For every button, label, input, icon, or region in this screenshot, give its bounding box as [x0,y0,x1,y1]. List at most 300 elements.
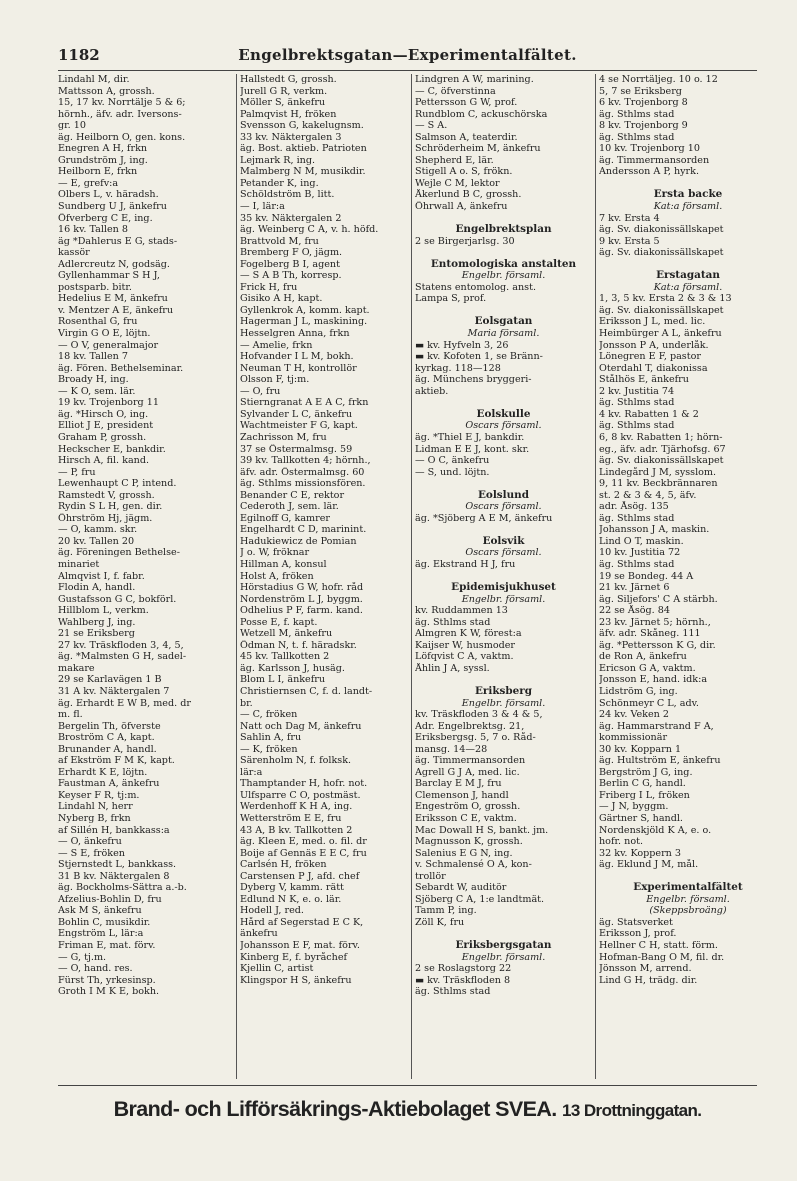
directory-entry: Holst A, fröken [240,570,314,582]
directory-entry: Keyser F R, tj:m. [58,789,140,801]
directory-entry: Lindahl N, herr [58,801,133,813]
directory-entry: äg. *Malmsten G H, sadel- [58,651,187,663]
directory-entry: äg. Sthlms stad [415,616,491,628]
directory-entry: äg. Karlsson J, husäg. [240,662,345,674]
parish-label: Kat:a församl. [653,201,723,213]
directory-entry: Blom L I, änkefru [240,674,326,686]
directory-entry: Lindgren A W, marining. [415,74,534,85]
directory-entry: Frick H, fru [240,281,298,293]
directory-entry: Schröderheim M, änkefru [415,143,541,155]
directory-entry: Engelhardt C D, marinint. [240,524,367,536]
directory-entry: Ulfsparre C O, postmäst. [240,789,361,801]
spacer [415,213,592,225]
directory-entry: Edlund N K, e. o. lär. [240,893,342,905]
street-heading: Eolskulle [476,408,531,420]
directory-entry: Lind O T, maskin. [599,535,684,547]
directory-entry: — O, änkefru [58,836,122,848]
directory-entry: Hillman A, konsul [240,558,327,570]
parish-label: Engelbr. församl. [461,593,546,605]
directory-entry: br. [240,697,253,709]
directory-entry: Gustafsson G C, bokförl. [58,593,177,605]
directory-entry: — C, öfverstinna [415,85,496,97]
directory-entry: Heilborn E, frkn [58,166,138,178]
directory-entry: äg. Timmermansorden [415,755,526,767]
column-4 [595,74,780,1079]
directory-entry: Jönsson M, arrend. [599,963,692,975]
street-heading: Eriksberg [474,685,532,697]
directory-entry: Stjernstedt L, bankkass. [58,859,177,871]
directory-entry: Hallstedt G, grossh. [240,74,337,85]
directory-entry: trollör [415,870,446,882]
directory-entry: Virgin G O E, löjtn. [58,328,151,340]
spacer [415,928,592,940]
directory-entry: äg. Münchens bryggeri- [415,374,532,386]
directory-entry: Salmson A, teaterdir. [415,131,518,143]
directory-entry: Olsson F, tj:m. [240,374,310,386]
directory-entry: Flodin A, handl. [58,582,136,594]
directory-entry: Löfqvist C A, vaktm. [415,651,514,663]
parish-label: Engelbr. församl. [461,270,546,282]
directory-entry: Hård af Segerstad E C K, [240,916,364,928]
directory-entry: äg. Erhardt E W B, med. dr [58,697,191,709]
directory-entry: Jurell G R, verkm. [240,85,328,97]
directory-entry: Lejmark R, ing. [240,154,316,166]
directory-entry: Clemenson J, handl [415,789,509,801]
directory-entry: Eriksson J, prof. [599,928,677,940]
directory-entry: Egilnoff G, kamrer [240,512,331,524]
directory-entry: 8 kv. Trojenborg 9 [599,120,688,132]
directory-entry: kyrkag. 118—128 [415,362,501,374]
directory-entry: mansg. 14—28 [415,743,488,755]
directory-entry: kv. Träskfloden 3 & 4 & 5, [415,709,543,721]
directory-entry: Gisiko A H, kapt. [240,293,323,305]
directory-entry: 37 se Östermalmsg. 59 [240,443,353,455]
directory-entry: Neuman T H, kontrollör [240,362,357,374]
directory-entry: postsparb. bitr. [58,281,132,293]
street-heading: Epidemisjukhuset [451,582,556,594]
directory-entry: Hofman-Bang O M, fil. dr. [599,951,725,963]
directory-entry: Lewenhaupt C P, intend. [58,478,177,490]
directory-entry: Wachtmeister F G, kapt. [240,420,358,432]
directory-entry: 9, 11 kv. Beckbrännaren [599,478,718,490]
directory-entry: äg. Sv. diakonissällskapet [599,224,724,236]
directory-entry: 1, 3, 5 kv. Ersta 2 & 3 & 13 [599,293,732,305]
directory-entry: 15, 17 kv. Norrtälje 5 & 6; [58,97,186,109]
directory-entry: Sundberg U J, änkefru [58,201,167,213]
directory-entry: Rydin S L H, gen. dir. [58,501,163,513]
directory-entry: Hadukiewicz de Pomian [240,535,357,547]
column-2 [236,74,411,1079]
directory-entry: äg. Sthlms stad [599,131,675,143]
street-heading: Engelbrektsplan [455,224,552,236]
directory-entry: Lidström G, ing. [599,685,678,697]
directory-entry: 19 kv. Trojenborg 11 [58,397,159,409]
directory-entry: ▬ kv. Kofoten 1, se Bränn- [415,351,543,363]
directory-entry: Nyberg B, frkn [58,813,131,824]
directory-entry: 35 kv. Näktergalen 2 [240,212,342,224]
directory-entry: Heckscher E, bankdir. [58,443,166,455]
directory-entry: Nordenström L J, byggm. [240,593,363,605]
directory-entry: äg. Hammarstrand F A, [599,720,714,732]
directory-entry: Erhardt K E, löjtn. [58,766,148,778]
directory-entry: Pettersson G W, prof. [415,97,518,109]
parish-label: Engelbr. församl. [461,951,546,963]
directory-entry: Enegren A H, frkn [58,143,148,155]
directory-entry: Sjöberg C A, 1:e landtmät. [415,893,545,905]
directory-entry: äg. Sthlms stad [599,420,675,432]
directory-entry: Hesselgren Anna, frkn [240,328,350,340]
directory-entry: lär:a [240,766,263,778]
directory-entry: Friman E, mat. förv. [58,940,156,952]
directory-entry: — K, fröken [240,743,298,755]
directory-entry: Agrell G J A, med. lic. [415,766,520,778]
directory-entry: — P, fru [58,466,96,478]
directory-entry: äg. Weinberg C A, v. h. höfd. [240,224,379,236]
directory-entry: Graham P, grossh. [58,431,147,443]
directory-entry: Svensson G, kakelugnsm. [240,120,364,132]
directory-entry: eg., äfv. adr. Tjärhofsg. 67 [599,443,726,455]
directory-entry: ▬ kv. Hyfveln 3, 26 [415,339,509,351]
spacer [415,674,592,686]
column-3 [411,74,595,1079]
running-title: Engelbrektsgatan—Experimentalfältet. [238,46,577,64]
directory-entry: äg. *Hirsch O, ing. [58,408,149,420]
directory-entry: äg. Bockholms-Sättra a.-b. [58,882,187,894]
directory-entry: Andersson A P, hyrk. [599,166,699,178]
directory-entry: äg. Siljefors' C A stärbh. [599,593,718,605]
directory-entry: Berlin C G, handl. [599,778,686,790]
directory-columns [58,74,780,1079]
directory-entry: 39 kv. Tallkotten 4; hörnh., [240,455,371,467]
page-number: 1182 [58,46,100,64]
directory-entry: — O V, generalmajor [58,339,159,351]
directory-entry: Adlercreutz N, godsäg. [58,258,170,270]
directory-entry: Wejle C M, lektor [415,177,500,189]
directory-entry: Almqvist I, f. fabr. [58,570,145,582]
directory-entry: Hodell J, red. [240,905,304,917]
directory-entry: äg. *Pettersson K G, dir. [599,639,716,651]
directory-entry: adr. Åsög. 135 [599,501,669,513]
directory-entry: aktieb. [415,385,449,397]
directory-entry: st. 2 & 3 & 4, 5, äfv. [599,489,697,501]
directory-entry: Benander C E, rektor [240,489,345,501]
directory-entry: — K O, sem. lär. [58,385,136,397]
directory-entry: Ramstedt V, grossh. [58,489,155,501]
directory-entry: Groth I M K E, bokh. [58,986,160,998]
directory-entry: äg. Ekstrand H J, fru [415,558,516,570]
directory-entry: minariet [58,558,100,570]
directory-entry: 22 se Åsög. 84 [599,605,670,617]
directory-entry: Kaijser W, husmoder [415,639,516,651]
directory-entry: 4 kv. Rabatten 1 & 2 [599,408,699,420]
directory-entry: 32 kv. Koppern 3 [599,847,682,859]
directory-entry: 10 kv. Trojenborg 10 [599,143,700,155]
directory-entry: Särenholm N, f. folksk. [240,755,352,767]
street-heading: Eolslund [478,489,529,501]
directory-entry: Öhrwall A, änkefru [415,201,508,213]
directory-entry: äg. Heilborn O, gen. kons. [58,131,186,143]
directory-entry: Stigell A o. S, frökn. [415,166,513,178]
directory-entry: Shepherd E, lär. [415,154,494,166]
directory-entry: Klingspor H S, änkefru [240,974,352,986]
directory-entry: — G, tj.m. [58,951,107,963]
directory-entry: änkefru [240,928,278,940]
directory-entry: Faustman A, änkefru [58,778,160,790]
directory-entry: Lindegård J M, sysslom. [599,466,717,478]
directory-entry: — S E, fröken [58,847,125,859]
directory-entry: 20 kv. Tallen 20 [58,535,135,547]
directory-entry: Cederoth J, sem. lär. [240,501,339,513]
directory-entry: Adr. Engelbrektsg. 21, [415,720,525,732]
directory-entry: äg. Sv. diakonissällskapet [599,455,724,467]
directory-entry: Johansson J A, maskin. [599,524,710,536]
directory-entry: Hillblom L, verkm. [58,605,149,617]
directory-entry: 45 kv. Tallkotten 2 [240,651,330,663]
spacer [415,478,592,490]
directory-entry: Barclay E M J, fru [415,778,502,790]
directory-entry: 31 B kv. Näktergalen 8 [58,870,170,882]
directory-entry: Hörstadius G W, hofr. råd [240,582,364,594]
directory-entry: Ödman N, t. f. häradskr. [240,639,357,651]
spacer [415,305,592,317]
directory-entry: — S A B Th, korresp. [240,270,342,282]
directory-entry: Lindahl M, dir. [58,74,130,85]
spacer [415,571,592,583]
directory-entry: — I, lär:a [240,201,285,213]
directory-entry: Eriksson C E, vaktm. [415,813,517,824]
directory-entry: Gärtner S, handl. [599,813,683,824]
street-heading: Eolsvik [482,535,525,547]
directory-entry: Zöll K, fru [415,916,465,928]
directory-entry: Ericson G A, vaktm. [599,662,696,674]
directory-entry: — O C, änkefru [415,455,490,467]
directory-entry: äg. Sthlms stad [599,108,675,120]
directory-entry: m. fl. [58,709,83,721]
directory-entry: äg. Bost. aktieb. Patrioten [240,143,367,155]
directory-entry: Wahlberg J, ing. [58,616,136,628]
directory-entry: Eriksson J L, med. lic. [599,316,706,328]
page-header [58,46,757,68]
directory-entry: Öhrström Hj, jägm. [58,512,153,524]
directory-entry: Hellner C H, statt. förm. [599,940,718,952]
street-heading: Experimentalfältet [633,882,743,894]
directory-entry: Mattsson A, grossh. [58,85,155,97]
directory-entry: äg. Sthlms stad [599,397,675,409]
parish-label: Engelbr. församl. [646,893,730,905]
directory-entry: Möller S, änkefru [240,97,326,109]
directory-entry: 18 kv. Tallen 7 [58,351,128,363]
directory-entry: Broström C A, kapt. [58,732,155,744]
directory-entry: Carstensen P J, afd. chef [240,870,360,882]
directory-entry: de Ron A, änkefru [599,651,687,663]
directory-entry: äg. Sthlms missionsfören. [240,478,366,490]
directory-entry: Hedelius E M, änkefru [58,293,168,305]
directory-entry: Fogelberg B I, agent [240,258,340,270]
directory-entry: 21 kv. Järnet 6 [599,582,670,594]
directory-entry: 2 se Roslagstorg 22 [415,963,512,975]
directory-entry: af Sillén H, bankkass:a [58,824,170,836]
directory-entry: 24 kv. Veken 2 [599,709,669,721]
directory-entry: 7 kv. Ersta 4 [599,212,660,224]
directory-entry: 30 kv. Kopparn 1 [599,743,682,755]
directory-entry: v. Mentzer A E, änkefru [58,304,174,316]
directory-entry: v. Schmalensé O A, kon- [415,859,532,871]
street-heading: Erstagatan [656,270,720,282]
street-heading: Ersta backe [653,189,723,201]
directory-entry: 43 A, B kv. Tallkotten 2 [240,824,353,836]
directory-entry: Oterdahl T, diakonissa [599,362,708,374]
directory-entry: 2 kv. Justitia 74 [599,385,675,397]
directory-entry: Engström L, lär:a [58,928,144,940]
directory-entry: äg. Timmermansorden [599,154,710,166]
directory-entry: Carlsén H, fröken [240,859,327,871]
directory-entry: Statens entomolog. anst. [415,281,537,293]
directory-entry: 16 kv. Tallen 8 [58,224,128,236]
footer-address: 13 Drottninggatan. [562,1101,702,1120]
directory-entry: Sebardt W, auditör [415,882,507,894]
directory-entry: — S A. [415,120,448,132]
directory-entry: J o. W, fröknar [240,547,310,559]
directory-entry: — O, hand. res. [58,963,133,975]
directory-entry: — O, fru [240,385,281,397]
directory-entry: 2 se Birgerjarlsg. 30 [415,235,515,247]
directory-entry: Odhelius P F, farm. kand. [240,605,363,617]
directory-entry: af Ekström F M K, kapt. [58,755,175,767]
directory-entry: Friberg I L, fröken [599,789,690,801]
parish-label: Kat:a församl. [653,281,723,293]
directory-entry: äg. *Thiel E J, bankdir. [415,431,525,443]
directory-entry: äg. Sthlms stad [599,558,675,570]
directory-entry: Christiernsen C, f. d. landt- [240,685,373,697]
directory-entry: Fürst Th, yrkesinsp. [58,974,156,986]
directory-entry: Brattvold M, fru [240,235,319,247]
directory-entry: Wetterström E E, fru [240,813,342,824]
directory-entry: Åhlin J A, syssl. [415,662,490,674]
footer-company: Brand- och Lifförsäkrings-Aktiebolaget SVEA. [113,1097,557,1121]
directory-entry: äg. Fören. Bethelseminar. [58,362,184,374]
directory-entry: Malmberg N M, musikdir. [240,166,366,178]
directory-entry: Posse E, f. kapt. [240,616,318,628]
directory-entry: Johansson E F, mat. förv. [240,940,360,952]
directory-entry: Dyberg V, kamm. rätt [240,882,344,894]
parish-label: Oscars församl. [465,420,542,432]
parish-label: (Skeppsbroäng) [649,905,727,917]
directory-entry: Wetzell M, änkefru [240,628,333,640]
directory-entry: Almgren K W, förest:a [415,628,522,640]
directory-entry: kassör [58,247,90,259]
directory-entry: Heimbürger A L, änkefru [599,328,722,340]
directory-entry: — Amelie, frkn [240,339,313,351]
directory-entry: 31 A kv. Näktergalen 7 [58,685,170,697]
directory-entry: äg. Kleen E, med. o. fil. dr [240,836,367,848]
directory-entry: 33 kv. Näktergalen 3 [240,131,342,143]
directory-entry: hörnh., äfv. adr. Iversons- [58,108,182,120]
directory-entry: äg. Eklund J M, mål. [599,859,699,871]
directory-entry: kv. Ruddammen 13 [415,605,508,617]
directory-entry: hofr. not. [599,836,643,848]
directory-entry: Natt och Dag M, änkefru [240,720,362,732]
directory-entry: äg *Dahlerus E G, stads- [58,235,178,247]
street-heading: Entomologiska anstalten [430,258,577,270]
directory-entry: Sylvander L C, änkefru [240,408,353,420]
directory-entry: Elliot J E, president [58,420,154,432]
directory-entry: makare [58,662,95,674]
directory-entry: 6 kv. Trojenborg 8 [599,97,688,109]
directory-entry: Sahlin A, fru [240,732,302,744]
spacer [599,871,777,883]
directory-entry: 21 se Eriksberg [58,628,135,640]
directory-entry: Lönegren E F, pastor [599,351,701,363]
directory-entry: — E, grefv:a [58,177,119,189]
directory-entry: Kjellin C, artist [240,963,314,975]
directory-entry: Thamptander H, hofr. not. [240,778,368,790]
directory-entry: Åkerlund B C, grossh. [415,189,522,201]
directory-entry: kommissionär [599,732,668,744]
directory-entry: ▬ kv. Träskfloden 8 [415,974,511,986]
directory-entry: Jonsson P A, underlåk. [599,339,709,351]
spacer [415,397,592,409]
directory-entry: 29 se Karlavägen 1 B [58,674,162,686]
directory-entry: Jonsson E, hand. idk:a [599,674,708,686]
directory-entry: gr. 10 [58,120,86,132]
directory-entry: Zachrisson M, fru [240,431,327,443]
directory-entry: Lampa S, prof. [415,293,487,305]
directory-entry: Gyllenkrok A, komm. kapt. [240,304,370,316]
directory-entry: Tamm P, ing. [415,905,477,917]
directory-entry: Lidman E E J, kont. skr. [415,443,530,455]
directory-entry: 9 kv. Ersta 5 [599,235,660,247]
advertisement-footer [58,1092,757,1126]
directory-entry: Bohlin C, musikdir. [58,916,151,928]
directory-entry: äfv. adr. Östermalmsg. 60 [240,466,365,478]
directory-entry: Hagerman J L, maskining. [240,316,368,328]
directory-entry: Stierngranat A E A C, frkn [240,397,369,409]
parish-label: Maria församl. [467,328,540,340]
directory-entry: 23 kv. Järnet 5; hörnh., [599,616,711,628]
directory-entry: Stålhös E, änkefru [599,374,689,386]
directory-entry: äg. *Sjöberg A E M, änkefru [415,512,553,524]
directory-entry: äg. Sv. diakonissällskapet [599,304,724,316]
street-heading: Eolsgatan [474,316,533,328]
spacer [415,247,592,259]
parish-label: Engelbr. församl. [461,697,546,709]
directory-entry: — S, und. löjtn. [415,466,490,478]
directory-entry: Schöldström B, litt. [240,189,335,201]
directory-entry: äg. Statsverket [599,916,673,928]
directory-entry: Rosenthal G, fru [58,316,138,328]
directory-entry: Gyllenhammar S H J, [58,270,160,282]
directory-entry: Lind G H, trädg. dir. [599,974,698,986]
directory-entry: — C, fröken [240,709,298,721]
directory-entry: 4 se Norrtäljeg. 10 o. 12 [599,74,718,85]
directory-entry: 6, 8 kv. Rabatten 1; hörn- [599,431,723,443]
directory-entry: äg. Sthlms stad [599,512,675,524]
directory-entry: Werdenhoff K H A, ing. [240,801,353,813]
spacer [599,259,777,271]
directory-entry: Olbers L, v. häradsh. [58,189,159,201]
directory-entry: Palmqvist H, fröken [240,108,337,120]
directory-entry: — O, kamm. skr. [58,524,138,536]
spacer [415,524,592,536]
directory-entry: Hirsch A, fil. kand. [58,455,150,467]
directory-entry: Mac Dowall H S, bankt. jm. [415,824,549,836]
directory-entry: Engeström O, grossh. [415,801,521,813]
directory-entry: Rundblom C, ackuschörska [415,108,548,120]
directory-entry: Öfverberg C E, ing. [58,212,153,224]
directory-entry: 19 se Bondeg. 44 A [599,570,694,582]
directory-entry: äg. Föreningen Bethelse- [58,547,180,559]
directory-entry: äg. Hultström E, änkefru [599,755,721,767]
